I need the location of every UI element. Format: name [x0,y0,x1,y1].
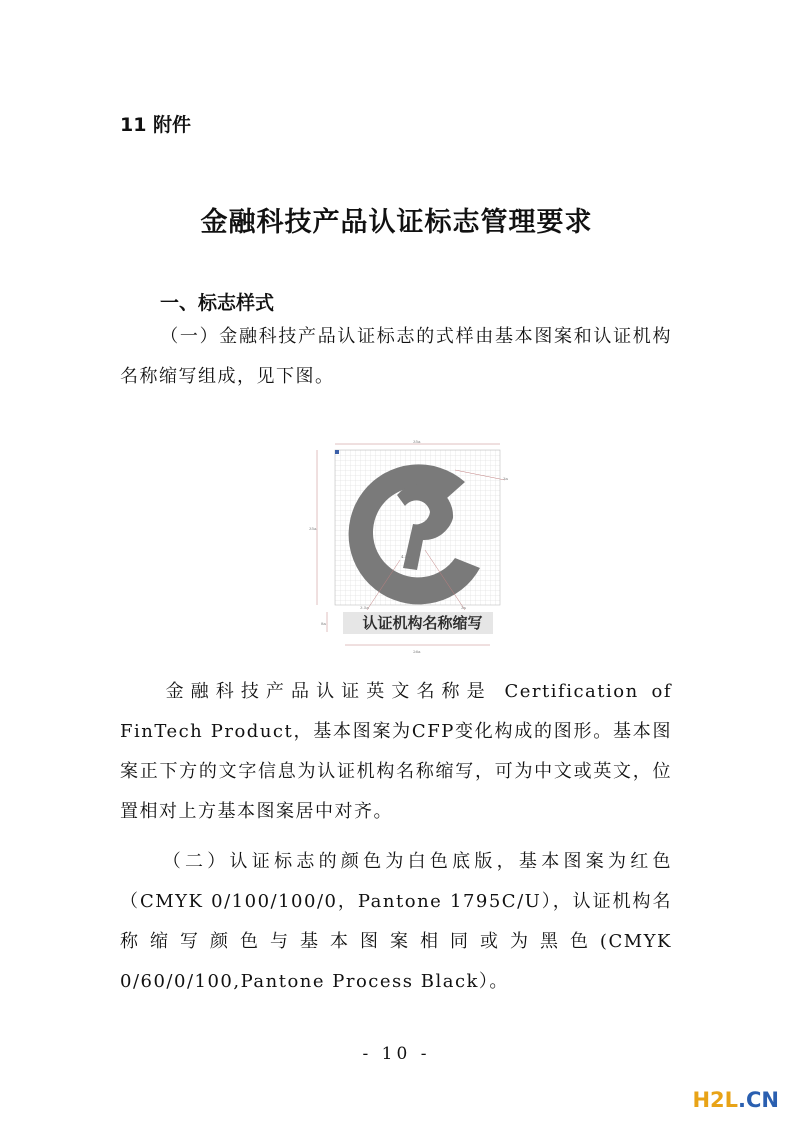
site-watermark [692,1088,779,1112]
dim-bottom-right: 3a [461,605,466,610]
grid-marker [335,450,339,454]
paragraph-2-text: 金融科技产品认证英文名称是 Certification of FinTech Product，基本图案为CFP变化构成的图形。基本图案正下方的文字信息为认证机构名称缩写，可为中文或英文，位置相对上方基本图案居中对齐。 [120,681,672,822]
section-heading: 一、标志样式 [160,292,275,314]
watermark-part-a: H2L [692,1088,739,1112]
dim-bottom-left: 3.5a [360,605,369,610]
dim-inner-stroke: 4.5a [401,554,410,559]
appendix-label: 11 附件 [120,114,192,136]
dim-top-width: 35a [413,440,421,444]
dim-caption-height: 8a [321,621,326,626]
paragraph-1-text: （一）金融科技产品认证标志的式样由基本图案和认证机构名称缩写组成，见下图。 [120,326,672,387]
paragraph-3-text: （二）认证标志的颜色为白色底版，基本图案为红色（CMYK 0/100/100/0，Pantone 1795C/U），认证机构名称缩写颜色与基本图案相同或为黑色(CMYK 0/60/0/100,Pantone Process Black）。 [120,851,672,992]
dim-right-stroke: 3a [503,476,508,481]
paragraph-3 [120,842,672,1002]
paragraph-2 [120,672,672,832]
watermark-part-b: .CN [738,1088,779,1112]
page-number: - 10 - [362,1044,431,1064]
paragraph-1 [120,317,672,397]
document-title: 金融科技产品认证标志管理要求 [200,207,593,238]
dim-left-height: 35a [309,526,317,531]
dim-bottom-width: 26a [413,649,421,654]
logo-caption: 认证机构名称缩写 [362,614,483,632]
